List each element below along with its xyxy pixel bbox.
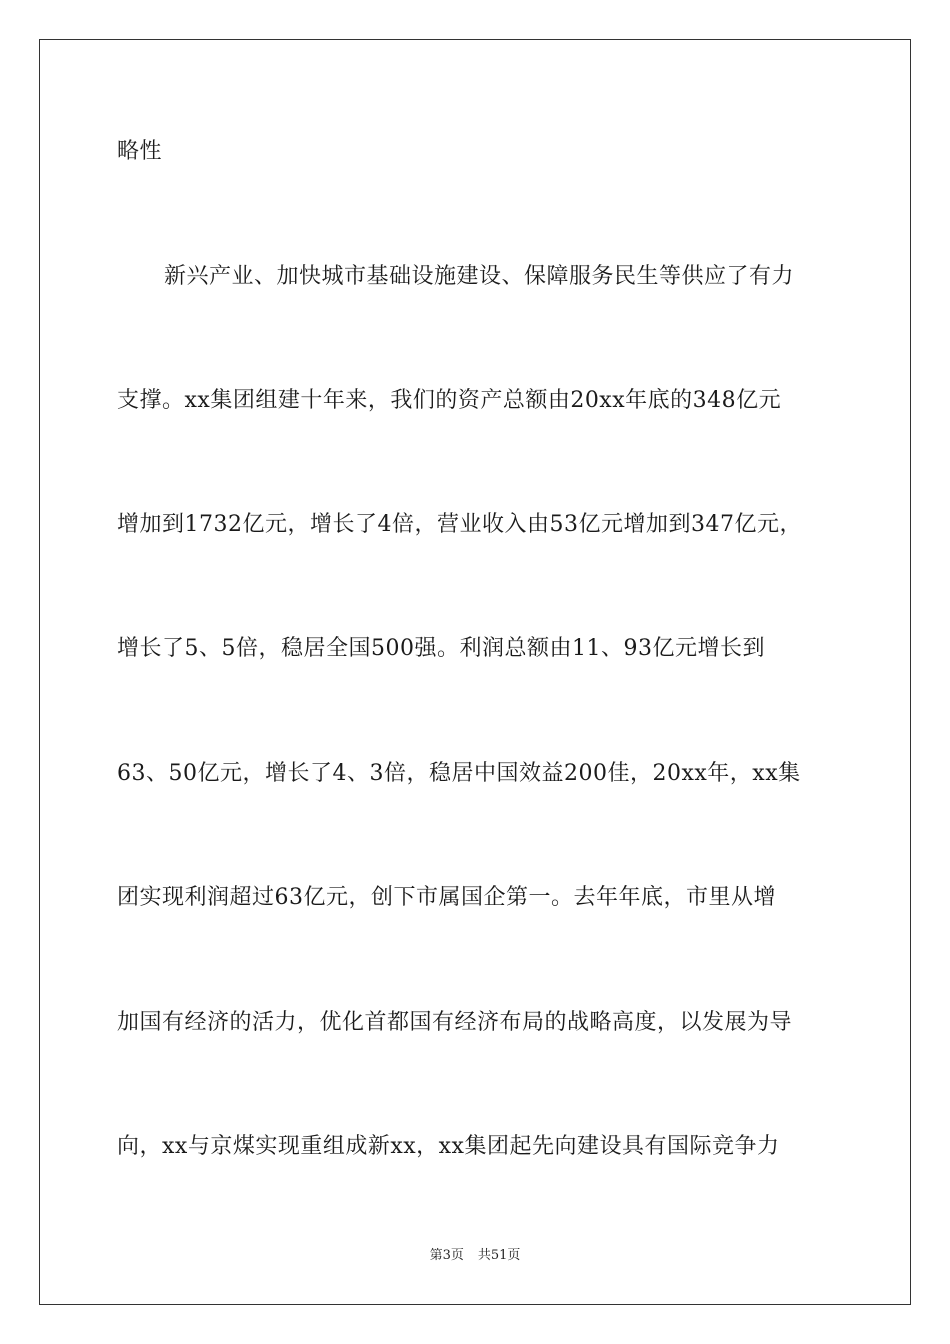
page-number: 第3页 (429, 1248, 464, 1263)
text-line-7: 团实现利润超过63亿元，创下市属国企第一。去年年底，市里从增 (117, 885, 776, 910)
text-line-5: 增长了5、5倍，稳居全国500强。利润总额由11、93亿元增长到 (117, 636, 765, 661)
text-line-4: 增加到1732亿元，增长了4倍，营业收入由53亿元增加到347亿元， (117, 512, 802, 537)
page-border (39, 39, 911, 1305)
text-line-8: 加国有经济的活力，优化首都国有经济布局的战略高度，以发展为导 (117, 1010, 793, 1035)
total-pages: 共51页 (477, 1248, 521, 1263)
text-line-6: 63、50亿元，增长了4、3倍，稳居中国效益200佳，20xx年，xx集 (117, 761, 801, 786)
text-line-3: 支撑。xx集团组建十年来，我们的资产总额由20xx年底的348亿元 (117, 388, 782, 413)
text-line-1: 略性 (117, 139, 163, 164)
text-line-2: 新兴产业、加快城市基础设施建设、保障服务民生等供应了有力 (164, 264, 795, 289)
text-line-9: 向，xx与京煤实现重组成新xx，xx集团起先向建设具有国际竞争力 (117, 1134, 780, 1159)
page-footer (0, 1247, 950, 1265)
